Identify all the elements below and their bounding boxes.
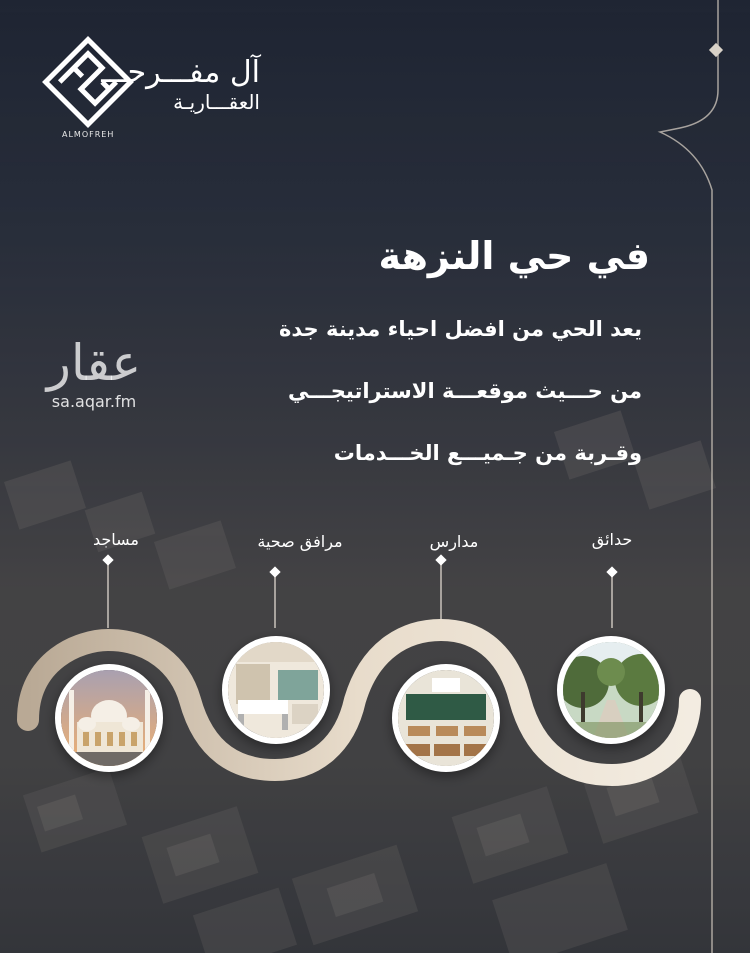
- service-label-health: مرافق صحية: [257, 532, 343, 551]
- watermark-url: sa.aqar.fm: [51, 392, 137, 411]
- watermark-word: عقار: [46, 334, 142, 392]
- park-photo-icon: [557, 636, 665, 744]
- brand-subtitle: العقـــاريـة: [173, 90, 260, 114]
- brand-name: آل مفـــرحـــ: [101, 55, 260, 90]
- mosque-photo-icon: [55, 664, 163, 772]
- aqar-watermark: [34, 336, 154, 412]
- service-label-mosques: مساجد: [92, 530, 139, 549]
- description-line-1: يعد الحي من افضل احياء مدينة جدة: [279, 317, 642, 341]
- brand-caption: ALMOFREH: [62, 130, 115, 139]
- description-line-3: وقـربة من جـميـــع الخـــدمات: [333, 441, 642, 465]
- service-label-schools: مدارس: [429, 532, 479, 551]
- hospital-photo-icon: [222, 636, 330, 744]
- school-photo-icon: [392, 664, 500, 772]
- description-line-2: من حـــيث موقعـــة الاستراتيجـــي: [287, 379, 642, 403]
- headline: في حي النزهة: [378, 234, 650, 278]
- company-logo: [40, 34, 300, 139]
- service-label-parks: حدائق: [591, 530, 633, 549]
